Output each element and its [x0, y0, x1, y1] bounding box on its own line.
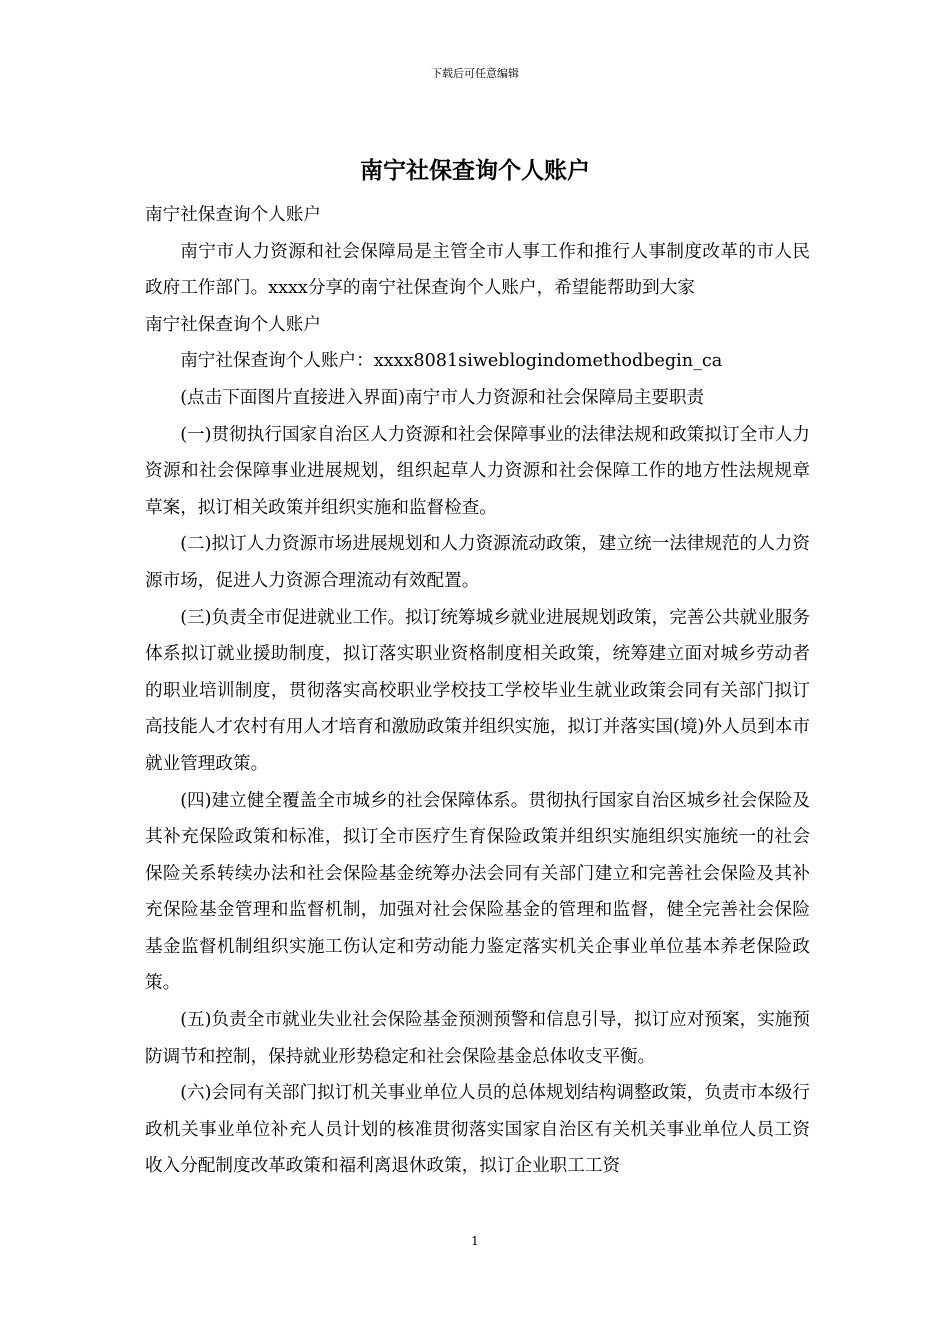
paragraph: 南宁市人力资源和社会保障局是主管全市人事工作和推行人事制度改革的市人民政府工作部门。xxxx分享的南宁社保查询个人账户，希望能帮助到大家 [145, 241, 810, 299]
header-note: 下载后可任意编辑 [431, 67, 519, 80]
paragraph: (点击下面图片直接进入界面)南宁市人力资源和社会保障局主要职责 [180, 387, 705, 408]
paragraph: 南宁社保查询个人账户 [145, 205, 321, 225]
paragraph: (六)会同有关部门拟订机关事业单位人员的总体规划结构调整政策，负责市本级行政机关事业单位补充人员计划的核准贯彻落实国家自治区有关机关事业单位人员工资收入分配制度改革政策和福利离退休政策，拟订企业职工工资 [145, 1083, 810, 1177]
paragraph: (四)建立健全覆盖全市城乡的社会保障体系。贯彻执行国家自治区城乡社会保险及其补充保险政策和标准，拟订全市医疗生育保险政策并组织实施组织实施统一的社会保险关系转续办法和社会保险基金统筹办法会同有关部门建立和完善社会保险及其补充保险基金管理和监督机制，加强对社会保险基金的管理和监督，健全完善社会保险基金监督机制组织实施工伤认定和劳动能力鉴定落实机关企事业单位基本养老保险政策。 [145, 790, 810, 994]
document-title: 南宁社保查询个人账户 [360, 158, 590, 184]
document-body [145, 197, 810, 1185]
paragraph: (一)贯彻执行国家自治区人力资源和社会保障事业的法律法规和政策拟订全市人力资源和社会保障事业进展规划，组织起草人力资源和社会保障工作的地方性法规规章草案，拟订相关政策并组织实施和监督检查。 [145, 424, 810, 518]
paragraph: (三)负责全市促进就业工作。拟订统筹城乡就业进展规划政策，完善公共就业服务体系拟订就业援助制度，拟订落实职业资格制度相关政策，统筹建立面对城乡劳动者的职业培训制度，贯彻落实高校职业学校技工学校毕业生就业政策会同有关部门拟订高技能人才农村有用人才培育和激励政策并组织实施，拟订并落实国(境)外人员到本市就业管理政策。 [145, 607, 810, 774]
paragraph: (五)负责全市就业失业社会保险基金预测预警和信息引导，拟订应对预案，实施预防调节和控制，保持就业形势稳定和社会保险基金总体收支平衡。 [145, 1010, 810, 1067]
paragraph: 南宁社保查询个人账户 [145, 314, 321, 335]
paragraph: 南宁社保查询个人账户：xxxx8081siweblogindomethodbegin_ca [180, 351, 723, 372]
page-number: 1 [471, 1234, 479, 1248]
paragraph: (二)拟订人力资源市场进展规划和人力资源流动政策，建立统一法律规范的人力资源市场，促进人力资源合理流动有效配置。 [145, 534, 810, 591]
